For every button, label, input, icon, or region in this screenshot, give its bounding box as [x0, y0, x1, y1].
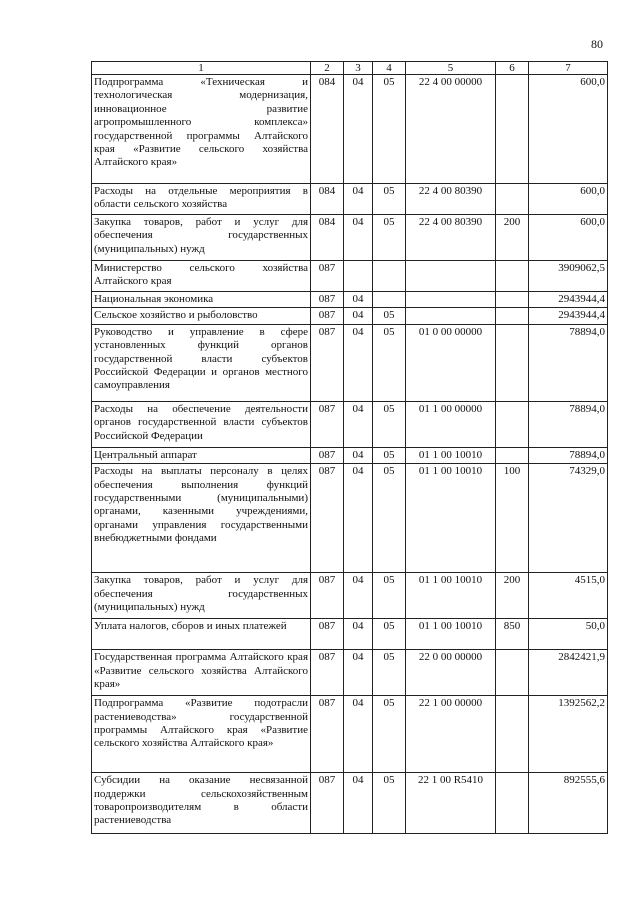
amount: 2943944,4 — [529, 292, 608, 308]
target-article-code: 01 1 00 10010 — [406, 619, 496, 650]
ministry-code: 087 — [311, 447, 344, 463]
expense-type-code — [496, 773, 529, 834]
ministry-code: 087 — [311, 619, 344, 650]
row-name: Центральный аппарат — [92, 447, 311, 463]
subsection-code: 05 — [373, 650, 406, 696]
budget-table — [91, 61, 608, 834]
table-row — [92, 261, 608, 292]
target-article-code: 22 1 00 00000 — [406, 696, 496, 773]
section-code: 04 — [344, 619, 373, 650]
section-code: 04 — [344, 401, 373, 447]
ministry-code: 087 — [311, 573, 344, 619]
row-name: Расходы на выплаты персоналу в целях обеспечения выполнения функций государственными (муниципальными) органами, казенными учреждениями, органами управления государственными внебюджетными фондами — [92, 464, 311, 573]
amount: 50,0 — [529, 619, 608, 650]
column-header: 5 — [406, 62, 496, 75]
section-code: 04 — [344, 696, 373, 773]
row-name: Подпрограмма «Техническая и технологическая модернизация, инновационное развитие агропромышленного комплекса» государственной программы Алтайского края «Развитие сельского хозяйства Алтайского края» — [92, 75, 311, 184]
section-code: 04 — [344, 308, 373, 324]
target-article-code: 22 0 00 00000 — [406, 650, 496, 696]
target-article-code: 01 1 00 10010 — [406, 447, 496, 463]
table-row — [92, 464, 608, 573]
column-header: 1 — [92, 62, 311, 75]
target-article-code: 01 1 00 10010 — [406, 573, 496, 619]
expense-type-code — [496, 292, 529, 308]
subsection-code — [373, 292, 406, 308]
column-header: 2 — [311, 62, 344, 75]
table-row — [92, 184, 608, 215]
target-article-code: 01 0 00 00000 — [406, 324, 496, 401]
target-article-code: 22 4 00 80390 — [406, 215, 496, 261]
amount: 600,0 — [529, 184, 608, 215]
row-name: Руководство и управление в сфере установленных функций органов государственной власти субъектов Российской Федерации и органов местного самоуправления — [92, 324, 311, 401]
target-article-code — [406, 261, 496, 292]
amount: 2943944,4 — [529, 308, 608, 324]
row-name: Министерство сельского хозяйства Алтайского края — [92, 261, 311, 292]
expense-type-code — [496, 184, 529, 215]
table-row — [92, 650, 608, 696]
ministry-code: 084 — [311, 184, 344, 215]
expense-type-code: 850 — [496, 619, 529, 650]
target-article-code: 22 4 00 80390 — [406, 184, 496, 215]
table-row — [92, 401, 608, 447]
subsection-code: 05 — [373, 447, 406, 463]
section-code: 04 — [344, 215, 373, 261]
ministry-code: 087 — [311, 464, 344, 573]
subsection-code: 05 — [373, 184, 406, 215]
expense-type-code — [496, 696, 529, 773]
target-article-code: 01 1 00 10010 — [406, 464, 496, 573]
target-article-code — [406, 308, 496, 324]
expense-type-code: 200 — [496, 573, 529, 619]
expense-type-code: 200 — [496, 215, 529, 261]
amount: 74329,0 — [529, 464, 608, 573]
target-article-code: 22 1 00 R5410 — [406, 773, 496, 834]
ministry-code: 084 — [311, 75, 344, 184]
expense-type-code — [496, 447, 529, 463]
subsection-code: 05 — [373, 324, 406, 401]
column-header: 4 — [373, 62, 406, 75]
table-row — [92, 447, 608, 463]
table-row — [92, 619, 608, 650]
row-name: Национальная экономика — [92, 292, 311, 308]
ministry-code: 087 — [311, 261, 344, 292]
section-code: 04 — [344, 75, 373, 184]
target-article-code: 22 4 00 00000 — [406, 75, 496, 184]
table-row — [92, 573, 608, 619]
subsection-code: 05 — [373, 308, 406, 324]
ministry-code: 087 — [311, 308, 344, 324]
subsection-code: 05 — [373, 619, 406, 650]
amount: 1392562,2 — [529, 696, 608, 773]
ministry-code: 084 — [311, 215, 344, 261]
expense-type-code — [496, 75, 529, 184]
section-code: 04 — [344, 292, 373, 308]
section-code: 04 — [344, 324, 373, 401]
section-code: 04 — [344, 650, 373, 696]
amount: 892555,6 — [529, 773, 608, 834]
ministry-code: 087 — [311, 292, 344, 308]
subsection-code: 05 — [373, 696, 406, 773]
expense-type-code — [496, 401, 529, 447]
expense-type-code — [496, 261, 529, 292]
row-name: Закупка товаров, работ и услуг для обеспечения государственных (муниципальных) нужд — [92, 573, 311, 619]
row-name: Сельское хозяйство и рыболовство — [92, 308, 311, 324]
table-row — [92, 324, 608, 401]
ministry-code: 087 — [311, 696, 344, 773]
column-header: 3 — [344, 62, 373, 75]
section-code: 04 — [344, 464, 373, 573]
ministry-code: 087 — [311, 324, 344, 401]
table-row — [92, 308, 608, 324]
subsection-code: 05 — [373, 401, 406, 447]
table-row — [92, 215, 608, 261]
row-name: Подпрограмма «Развитие подотрасли растениеводства» государственной программы Алтайского края «Развитие сельского хозяйства Алтайского края» — [92, 696, 311, 773]
subsection-code: 05 — [373, 215, 406, 261]
section-code — [344, 261, 373, 292]
ministry-code: 087 — [311, 401, 344, 447]
amount: 600,0 — [529, 215, 608, 261]
expense-type-code — [496, 308, 529, 324]
row-name: Субсидии на оказание несвязанной поддержки сельскохозяйственным товаропроизводителям в области растениеводства — [92, 773, 311, 834]
amount: 78894,0 — [529, 324, 608, 401]
target-article-code — [406, 292, 496, 308]
column-header: 7 — [529, 62, 608, 75]
table-header-row — [92, 62, 608, 75]
section-code: 04 — [344, 184, 373, 215]
row-name: Расходы на отдельные мероприятия в области сельского хозяйства — [92, 184, 311, 215]
amount: 2842421,9 — [529, 650, 608, 696]
ministry-code: 087 — [311, 773, 344, 834]
row-name: Закупка товаров, работ и услуг для обеспечения государственных (муниципальных) нужд — [92, 215, 311, 261]
table-row — [92, 75, 608, 184]
expense-type-code — [496, 324, 529, 401]
table-row — [92, 696, 608, 773]
page-number: 80 — [591, 37, 603, 51]
row-name: Уплата налогов, сборов и иных платежей — [92, 619, 311, 650]
row-name: Государственная программа Алтайского края «Развитие сельского хозяйства Алтайского края» — [92, 650, 311, 696]
subsection-code: 05 — [373, 773, 406, 834]
subsection-code: 05 — [373, 573, 406, 619]
amount: 3909062,5 — [529, 261, 608, 292]
amount: 78894,0 — [529, 401, 608, 447]
amount: 78894,0 — [529, 447, 608, 463]
table-row — [92, 773, 608, 834]
section-code: 04 — [344, 447, 373, 463]
expense-type-code: 100 — [496, 464, 529, 573]
subsection-code: 05 — [373, 75, 406, 184]
table-row — [92, 292, 608, 308]
section-code: 04 — [344, 773, 373, 834]
target-article-code: 01 1 00 00000 — [406, 401, 496, 447]
column-header: 6 — [496, 62, 529, 75]
ministry-code: 087 — [311, 650, 344, 696]
row-name: Расходы на обеспечение деятельности органов государственной власти субъектов Российской Федерации — [92, 401, 311, 447]
expense-type-code — [496, 650, 529, 696]
subsection-code: 05 — [373, 464, 406, 573]
section-code: 04 — [344, 573, 373, 619]
subsection-code — [373, 261, 406, 292]
amount: 600,0 — [529, 75, 608, 184]
amount: 4515,0 — [529, 573, 608, 619]
